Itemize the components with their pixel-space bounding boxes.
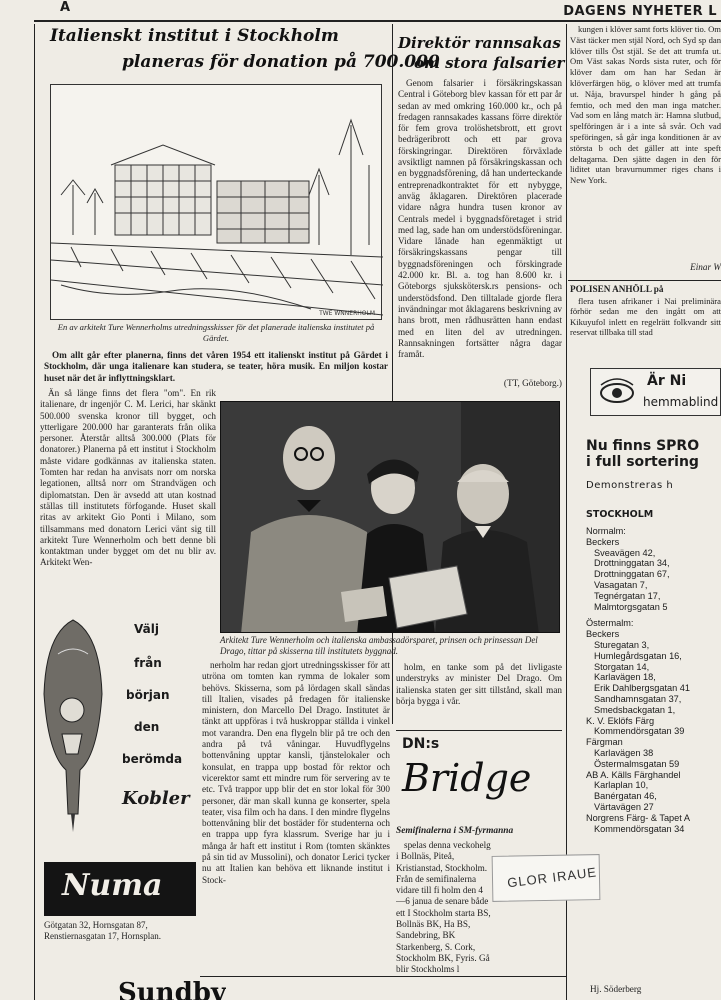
eye-icon	[597, 375, 637, 411]
list-item: Färgman	[586, 737, 623, 748]
institute-body-col3-text: holm, en tanke som på det livligaste understryks av minister Del Drago. Om italienska staten ger sitt tillstånd, skall man börja bygga i vår.	[396, 662, 562, 706]
ad-kobler-text-3: början	[126, 688, 170, 702]
bottom-banner: Sundbv	[118, 978, 227, 1000]
police-body	[570, 296, 721, 346]
list-item: Norgrens Färg- & Tapet A	[586, 812, 691, 823]
list-item: AB A. Källs Färghandel	[586, 769, 681, 780]
page-edge-rule	[34, 24, 35, 1000]
bridge-continuation-text: kungen i klöver samt forts klöver tio. Om Väst täcker men stjäl Nord, och Syd sp dan klöver tills Öst stjäl. Se det att trumfa ut. Om Väst sakas Nords sista ruter, och för klöver dam om han har Sedan är klöverfärgen hög, o klöver med att trumfa ut. Nåja, bravurspel hinder h gång på femtio, och med den man inga matcher. Vad som en lång match är: Hamna slutbud, spelföringen är i a inte så svår. Och vad speföringen, så går inga konditionen är av största b och det gäller att inte speft deltagarna. Den sjätte dagen in den för liditet utan bravurnummer riges chans i New York.	[570, 24, 721, 186]
ad-kobler-text-4: den	[134, 720, 160, 734]
divider	[396, 730, 562, 731]
director-body	[398, 78, 562, 378]
ad-kobler-brand: Kobler	[122, 788, 190, 809]
list-item: Sveavägen 42,	[594, 547, 656, 558]
director-body-text: Genom falsarier i försäkringskassan Central i Göteborg blev kassan för ett par år sedan av med omkring 160.000 kr., och på fredagen rannsakades kassans förre direktör för fem grova trolöshetsbrott, ett grovt bedrägeribrott och ett par grova förskingringar. Direktören förväxlade avsiktligt namnen på försäkringskassan och en byggnadsförening, då han underteckande entreprenadkontraktet för ett nybygge, anväg åklagaren. Direktören placerade vidare några hundra tusen kronor av Centrals medel i byggnadsföretaget i strid med lag, sade han om understödsföreningar. Vidare lånade han egenmäktigt ut försäkringskassans pengar till byggnadsföreningen och förskingrade 42.000 kr. Bl. a. tog han 8.600 kr. i Göteborgs sjukskötersk.rs pensions- och understödsfond. Den tilltalade gjorde flera invändningar mot åklagarens beskrivning av hans brott, men rådhusrätten hann endast med en liten del av utredningen. Rannsakningen fortsätter några dagar framåt.	[398, 78, 562, 360]
list-item: Östermalmsgatan 59	[594, 758, 680, 769]
list-group-title: Östermalm:	[586, 618, 634, 629]
list-item: Sandhamnsgatan 37,	[594, 693, 682, 704]
institute-headline-line2: planeras för donation på 700.000	[122, 52, 440, 72]
list-item: Karlaplan 10,	[594, 780, 649, 791]
list-item: Vasagatan 7,	[594, 579, 648, 590]
institute-intro-text: Om allt går efter planerna, finns det våren 1954 ett italienskt institut på Gärdet i Stockholm, där unga italienare kan studera, se teater, höra musik. En miljon kostar huset när det är inflyttningsklart.	[44, 350, 388, 383]
masthead-title: DAGENS NYHETER L	[563, 4, 717, 19]
divider	[200, 976, 566, 977]
ad-sprol-footer: Hj. Söderberg	[590, 984, 642, 994]
list-item: K. V. Eklöfs Färg	[586, 715, 655, 726]
ad-sprol-list	[586, 526, 721, 834]
bridge-body-text: spelas denna veckohelg i Bollnäs, Piteå, Kristianstad, Stockholm. Från de semifinalerna vidare till fi holm den 4—6 janua de senare både ett I Stockholm starta BS, Bollnäs BK, Ha BS, Sandebring, BK Starkenberg, S. Cork, Stockholm BK, Fyris. Gå blir Stockholms l	[396, 840, 491, 975]
list-item: Storgatan 14,	[594, 661, 650, 672]
bridge-kicker: DN:s	[402, 736, 440, 752]
architect-sketch	[50, 84, 382, 320]
column-divider	[566, 24, 567, 1000]
list-item: Tegnérgatan 17,	[594, 590, 661, 601]
ad-kobler-text-5: berömda	[122, 752, 183, 766]
ad-sprol-line2: i full sortering	[586, 454, 699, 470]
institute-headline-line1: Italienskt institut i Stockholm	[50, 26, 339, 46]
ad-kobler-text-1: Välj	[134, 622, 159, 636]
sketch-signature: TWE WNNERHOLM	[319, 310, 375, 317]
director-headline-line1: Direktör rannsakas	[398, 34, 561, 52]
institute-body-col1	[40, 388, 216, 600]
list-item: Beckers	[586, 629, 620, 640]
divider	[568, 280, 721, 281]
ad-numa-address: Götgatan 32, Hornsgatan 87, Renstiernasgatan 17, Hornsplan.	[44, 920, 161, 941]
masthead-rule	[34, 20, 721, 22]
director-dateline: (TT, Göteborg.)	[503, 378, 562, 388]
bridge-title: Bridge	[402, 756, 532, 800]
bridge-continuation	[570, 24, 721, 280]
bridge-author: Einar W	[690, 262, 721, 272]
institute-body-col2	[202, 660, 390, 970]
ad-sprol-line3: Demonstreras h	[586, 480, 674, 491]
archive-stamp	[492, 854, 601, 902]
director-headline-line2: om stora falsarier	[414, 54, 565, 72]
ad-hemmablind-line1: Är Ni	[647, 373, 687, 389]
umbrella-icon	[38, 614, 108, 834]
ad-kobler	[38, 612, 198, 838]
ambassador-photo	[220, 401, 560, 633]
building-sketch-icon	[51, 85, 383, 321]
list-item: Karlavägen 18,	[594, 672, 656, 683]
list-item: Banérgatan 46,	[594, 791, 657, 802]
archive-stamp-text: GLOR IRAUE	[506, 864, 598, 891]
ad-kobler-text-2: från	[134, 656, 162, 670]
ad-hemmablind	[590, 368, 721, 416]
institute-body-col2-text: nerholm har redan gjort utredningsskisser för att utröna om tomten kan rymma de lokaler som behövs. Skisserna, som på lördagen skall sändas till Italien, visades på fredagen för italienske ministern, don Marcello Del Drago. Institutet är tänkt att uppföras i två huskroppar ställda i vinkel mot varandra. Den ena flygeln blir på tre och den andra på två våningar. Huvudflygelns bottenvåning upptar kansli, tjänstelokaler och konsulat, en trappa upp bostad för rektor och vicerektor samt ett mindre rum för servering av te etc. Två trappor upp blir det en stor lokal för 300 personer, där man skall kunna ge konserter, spela teater, visa film och ha dans. I den mindre flygelns bottenvåning blir det bostäder för studenterna och en trappa upp fyra klassrum. Sverige har ju i många år haft ett institut i Rom (tomten skänktes på sin tid av Mussolini), och donator Lerici tycker nu att Italien kan behöva ett liknande institut i Stock-	[202, 660, 390, 885]
institute-intro	[44, 350, 388, 386]
list-item: Sturegatan 3,	[594, 639, 650, 650]
list-item: Värtavägen 27	[594, 801, 654, 812]
list-item: Drottninggatan 67,	[594, 569, 670, 580]
ad-hemmablind-line2: hemmablind	[643, 395, 719, 409]
police-body-text: flera tusen afrikaner i Nai preliminära förhör sedan me den ingått om att Kikuyufol inlett en regelrätt folkvandr sitt reservat tillbaka till stad	[570, 296, 721, 338]
list-item: Karlavägen 38	[594, 747, 654, 758]
list-item: Humlegårdsgatan 16,	[594, 650, 682, 661]
ad-sprol-city: STOCKHOLM	[586, 509, 654, 520]
bridge-subtitle: Semifinalerna i SM-fyrmanna	[396, 826, 514, 836]
ad-numa-brand: Numa	[62, 868, 163, 903]
list-item: Beckers	[586, 536, 620, 547]
list-group-title: Normalm:	[586, 526, 626, 536]
list-item: Drottninggatan 34,	[594, 558, 670, 569]
ad-numa-logo-box	[44, 862, 196, 916]
section-letter: A	[60, 0, 71, 15]
ad-sprol-line1: Nu finns SPRO	[586, 438, 700, 454]
sketch-caption: En av arkitekt Ture Wennerholms utredningsskisser för det planerade italienska institutet på Gärdet.	[57, 322, 375, 343]
institute-body-col1-text: Än så länge finns det flera "om". En rik italienare, dr ingenjör C. M. Lerici, har skänkt 500.000 svenska kronor till bygget, och ytterligare 200.000 har garanterats från olika personer. Återstår alltså 300.000 (Plats för donatorer.) Planerna på ett institut i Stockholm måste vidare godkännas av italienska staten. Tomten har redan ha anvisats norr om norska legationen, alltså norr om Strandvägen och diplomatstan. Den är avsedd att utan kostnad ställas till institutets förfogande. Huset skall ritas av arkitekt Gio Ponti i Milano, som tillsammans med donatorn Lerici vänt sig till arkitekt Ture Wennerholm och bett denne bli kontaktman under bygget om det nu blir av. Arkitekt Wen-	[40, 388, 216, 568]
photo-caption: Arkitekt Ture Wennerholm och italienska ambassadörsparet, prinsen och prinsessan Del Drago, tittar på skisserna till institutets byggnad.	[220, 635, 538, 656]
list-item: Erik Dahlbergsgatan 41	[594, 683, 691, 694]
ad-sprol	[586, 438, 721, 858]
list-item: Kommendörsgatan 39	[594, 726, 685, 737]
list-item: Malmtorgsgatan 5	[594, 601, 668, 612]
institute-body-col3	[396, 662, 562, 726]
people-photo-icon	[221, 402, 560, 633]
list-item: Kommendörsgatan 34	[594, 823, 685, 834]
police-headline: POLISEN ANHÖLL på	[570, 284, 664, 294]
bridge-body	[396, 840, 492, 980]
list-item: Smedsbackgatan 1,	[594, 704, 676, 715]
